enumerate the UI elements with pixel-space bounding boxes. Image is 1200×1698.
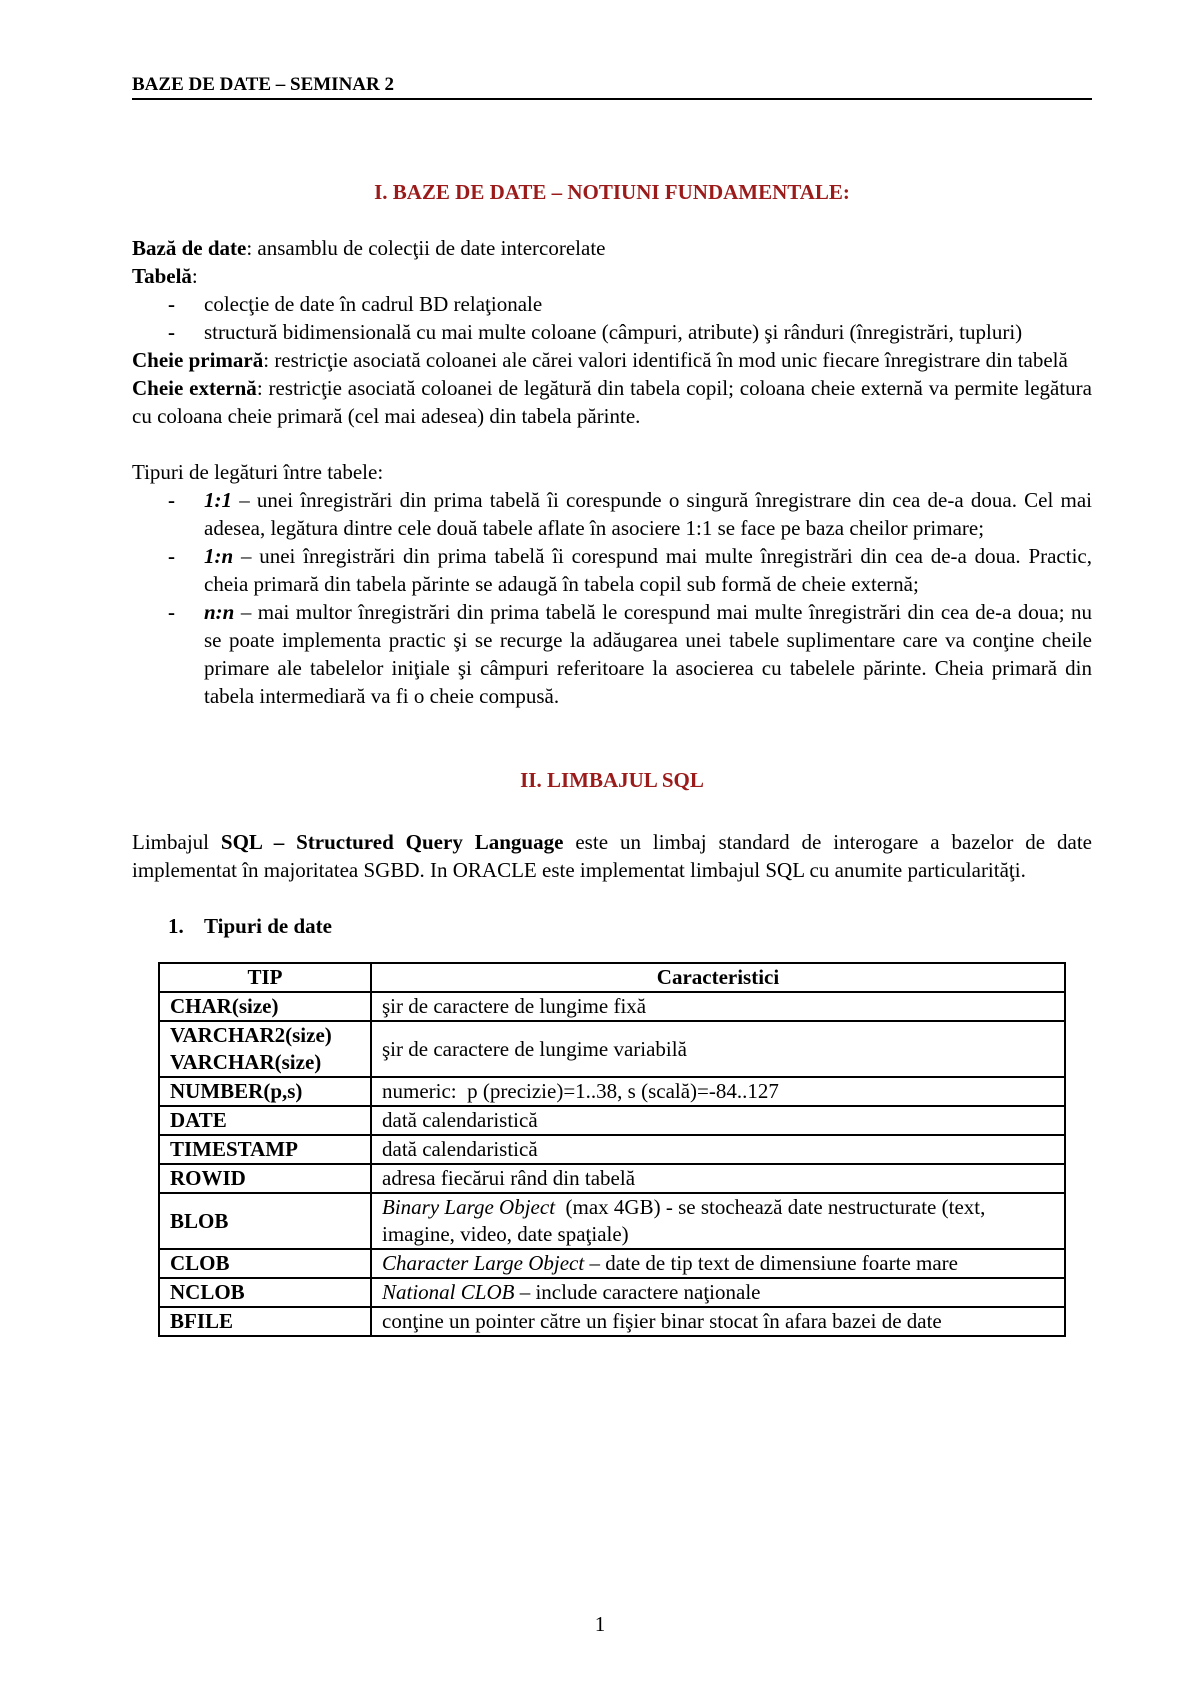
tipuri-legaturi-intro: Tipuri de legături între tabele: [132, 460, 384, 484]
type-description-cell [371, 1307, 1065, 1336]
type-name-cell: ROWID [159, 1164, 371, 1193]
tabela-bullet [132, 318, 1092, 346]
cheie-primara-text: : restricţie asociată coloanei ale cărei valori identifică în mod unic fiecare înregistrare din tabelă [263, 348, 1068, 372]
type-description-cell [371, 1249, 1065, 1278]
tabela-heading [132, 262, 1092, 290]
tabela-colon: : [191, 264, 198, 288]
type-description-italic: Character Large Object [382, 1251, 585, 1275]
table-header-row [159, 963, 1065, 992]
bullet-dash: - [168, 320, 175, 344]
subsection-number: 1. [168, 914, 184, 938]
bullet-dash: - [168, 544, 175, 568]
table-row [159, 1077, 1065, 1106]
sql-intro-bold: SQL – Structured Query Language [220, 830, 564, 854]
cheie-externa-term: Cheie externă [132, 376, 257, 400]
type-description-text: – include caractere naţionale [514, 1280, 761, 1304]
type-description-text: numeric: p (precizie)=1..38, s (scală)=-84..127 [382, 1079, 779, 1103]
tabela-term: Tabelă [132, 264, 192, 288]
type-description-text: dată calendaristică [382, 1137, 538, 1161]
type-description-cell [371, 1021, 1065, 1077]
data-types-table [158, 962, 1066, 1337]
baza-de-date-text: : ansamblu de colecţii de date intercorelate [246, 236, 606, 260]
table-row [159, 992, 1065, 1021]
type-name-cell: NUMBER(p,s) [159, 1077, 371, 1106]
type-description-cell [371, 1077, 1065, 1106]
type-name-cell: CLOB [159, 1249, 371, 1278]
table-row [159, 1249, 1065, 1278]
type-description-cell [371, 1193, 1065, 1249]
table-row [159, 1106, 1065, 1135]
column-header-caracteristici: Caracteristici [371, 963, 1065, 992]
section-2-title: II. LIMBAJUL SQL [520, 768, 704, 792]
page-header: BAZE DE DATE – SEMINAR 2 [132, 72, 1092, 100]
relation-text [204, 542, 1092, 598]
bullet-dash: - [168, 292, 175, 316]
type-description-italic: Binary Large Object [382, 1195, 556, 1219]
type-name-cell: VARCHAR2(size) VARCHAR(size) [159, 1021, 371, 1077]
bullet-dash: - [168, 488, 175, 512]
type-description-cell [371, 1135, 1065, 1164]
relation-description: – unei înregistrări din prima tabelă îi corespund mai multe înregistrări din cea de-a doua. Practic, cheia primară din tabela părinte se adaugă în tabela copil sub formă de cheie externă; [204, 544, 1092, 596]
relation-text [204, 486, 1092, 542]
type-description-text: dată calendaristică [382, 1108, 538, 1132]
type-description-text: conţine un pointer către un fişier binar stocat în afara bazei de date [382, 1309, 942, 1333]
sql-intro-pre: Limbajul [132, 830, 221, 854]
table-row [159, 1021, 1065, 1077]
type-description-text: – date de tip text de dimensiune foarte mare [584, 1251, 958, 1275]
type-name-cell: CHAR(size) [159, 992, 371, 1021]
document-body [132, 178, 1092, 1337]
relation-bullet [132, 542, 1092, 598]
type-description-text: şir de caractere de lungime fixă [382, 994, 647, 1018]
section-1-title: I. BAZE DE DATE – NOTIUNI FUNDAMENTALE: [374, 180, 850, 204]
tabela-bullet-text: colecţie de date în cadrul BD relaţionale [204, 292, 543, 316]
subsection-title: Tipuri de date [204, 914, 332, 938]
baza-de-date-definition [132, 234, 1092, 262]
type-name-cell: TIMESTAMP [159, 1135, 371, 1164]
relation-label: n:n [204, 600, 235, 624]
table-row [159, 1307, 1065, 1336]
relation-text [204, 598, 1092, 710]
page-number: 1 [594, 1612, 606, 1636]
sql-intro-post: este un limbaj standard de interogare a bazelor de date implementat în majoritatea SGBD. In ORACLE este implementat limbajul SQL cu anumite particularităţi. [132, 830, 1092, 882]
relation-description: – unei înregistrări din prima tabelă îi corespunde o singură înregistrare din cea de-a doua. Cel mai adesea, legătura dintre cele două tabele aflate în asociere 1:1 se face pe baza cheilor primare; [204, 488, 1092, 540]
relation-label: 1:1 [204, 488, 232, 512]
type-description-text: (max 4GB) - se stochează date nestructurate (text, imagine, video, date spaţiale) [382, 1195, 991, 1246]
table-row [159, 1278, 1065, 1307]
type-description-cell [371, 1278, 1065, 1307]
table-row [159, 1193, 1065, 1249]
type-name-cell: BFILE [159, 1307, 371, 1336]
relation-bullet [132, 486, 1092, 542]
type-description-cell [371, 1164, 1065, 1193]
table-row [159, 1164, 1065, 1193]
cheie-externa-definition [132, 374, 1092, 430]
cheie-primara-definition [132, 346, 1092, 374]
subsection-heading [132, 912, 1092, 940]
relation-description: – mai multor înregistrări din prima tabelă le corespund mai multe înregistrări din cea de-a doua; nu se poate implementa practic şi se recurge la adăugarea unei tabele suplimentare care va conţine cheile primare ale tabelelor iniţiale şi câmpuri referitoare la asocierea cu tabelele părinte. Cheia primară din tabela intermediară va fi o cheie compusă. [204, 600, 1092, 708]
tabela-bullet-text: structură bidimensională cu mai multe coloane (câmpuri, atribute) şi rânduri (înregistrări, tupluri) [204, 320, 1023, 344]
tabela-bullet [132, 290, 1092, 318]
cheie-externa-text: : restricţie asociată coloanei de legătură din tabela copil; coloana cheie externă va permite legătura cu coloana cheie primară (cel mai adesea) din tabela părinte. [132, 376, 1092, 428]
type-description-text: şir de caractere de lungime variabilă [382, 1036, 687, 1061]
type-name-cell: NCLOB [159, 1278, 371, 1307]
relation-label: 1:n [204, 544, 234, 568]
type-description-italic: National CLOB [382, 1280, 515, 1304]
column-header-tip: TIP [159, 963, 371, 992]
table-row [159, 1135, 1065, 1164]
cheie-primara-term: Cheie primară [132, 348, 264, 372]
sql-intro-paragraph [132, 828, 1092, 884]
type-description-text: adresa fiecărui rând din tabelă [382, 1166, 636, 1190]
bullet-dash: - [168, 600, 175, 624]
baza-de-date-term: Bază de date [132, 236, 247, 260]
relation-bullet [132, 598, 1092, 710]
type-description-cell [371, 1106, 1065, 1135]
type-name-cell: BLOB [159, 1193, 371, 1249]
type-description-cell [371, 992, 1065, 1021]
type-name-cell: DATE [159, 1106, 371, 1135]
